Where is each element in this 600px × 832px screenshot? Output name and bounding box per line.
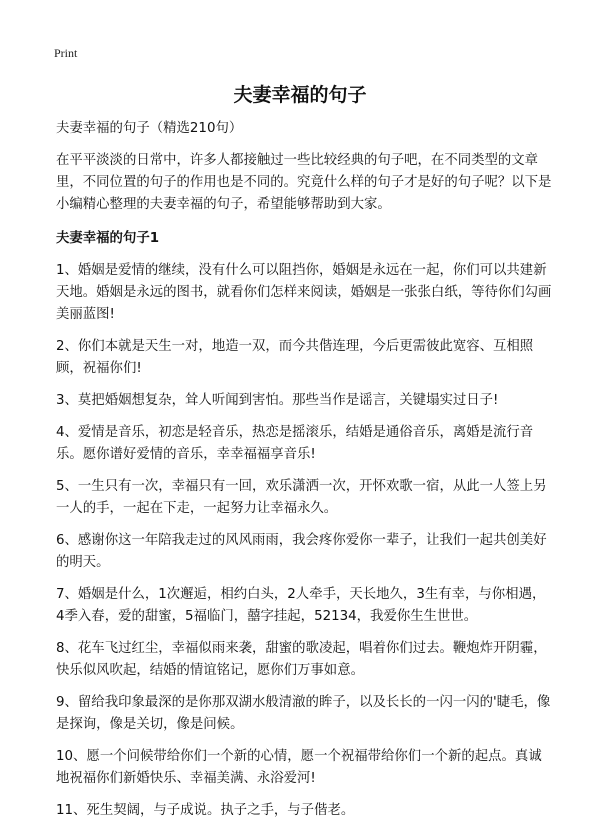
list-item: 9、留给我印象最深的是你那双湖水般清澈的眸子，以及长长的一闪一闪的'睫毛，像是探询，像是关切，像是问候。 [56, 695, 551, 732]
list-item: 3、莫把婚姻想复杂，耸人听闻到害怕。那些当作是谣言，关键塌实过日子! [56, 393, 499, 408]
list-item: 10、愿一个问候带给你们一个新的心情，愿一个祝福带给你们一个新的起点。真诚地祝福你们新婚快乐、幸福美满、永浴爱河! [56, 749, 542, 786]
list-item: 11、死生契阔，与子成说。执子之手，与子偕老。 [56, 803, 355, 818]
intro-paragraph: 在平平淡淡的日常中，许多人都接触过一些比较经典的句子吧，在不同类型的文章里，不同位置的句子的作用也是不同的。究竟什么样的句子才是好的句子呢？以下是小编精心整理的夫妻幸福的句子，希望能够帮助到大家。 [56, 153, 552, 212]
list-item: 1、婚姻是爱情的继续，没有什么可以阻挡你，婚姻是永远在一起，你们可以共建新天地。婚姻是永远的图书，就看你们怎样来阅读，婚姻是一张张白纸，等待你们勾画美丽蓝图! [56, 263, 552, 322]
article-subtitle: 夫妻幸福的句子（精选210句） [56, 121, 243, 136]
list-item: 5、一生只有一次，幸福只有一回，欢乐潇洒一次，开怀欢歌一宿，从此一人签上另一人的手，一起在下走，一起努力让幸福永久。 [56, 479, 547, 516]
list-item: 7、婚姻是什么，1次邂逅，相约白头，2人牵手，天长地久，3生有幸，与你相遇，4季入春，爱的甜蜜，5福临门，囍字挂起，52134，我爱你生生世世。 [56, 587, 546, 624]
print-link[interactable]: Print [54, 46, 78, 60]
article-body [56, 118, 552, 832]
section-heading: 夫妻幸福的句子1 [56, 231, 160, 246]
list-item: 2、你们本就是天生一对，地造一双，而今共偕连理，今后更需彼此宽容、互相照顾，祝福你们! [56, 339, 534, 376]
page-title: 夫妻幸福的句子 [233, 84, 367, 106]
list-item: 8、花车飞过红尘，幸福似雨来袭，甜蜜的歌凌起，唱着你们过去。鞭炮炸开阴霾，快乐似风吹起，结婚的情谊铭记，愿你们万事如意。 [56, 641, 547, 678]
list-item: 4、爱情是音乐，初恋是轻音乐，热恋是摇滚乐，结婚是通俗音乐，离婚是流行音乐。愿你谱好爱情的音乐，幸幸福福享音乐! [56, 425, 534, 462]
list-item: 6、感谢你这一年陪我走过的风风雨雨，我会疼你爱你一辈子，让我们一起共创美好的明天。 [56, 533, 547, 570]
